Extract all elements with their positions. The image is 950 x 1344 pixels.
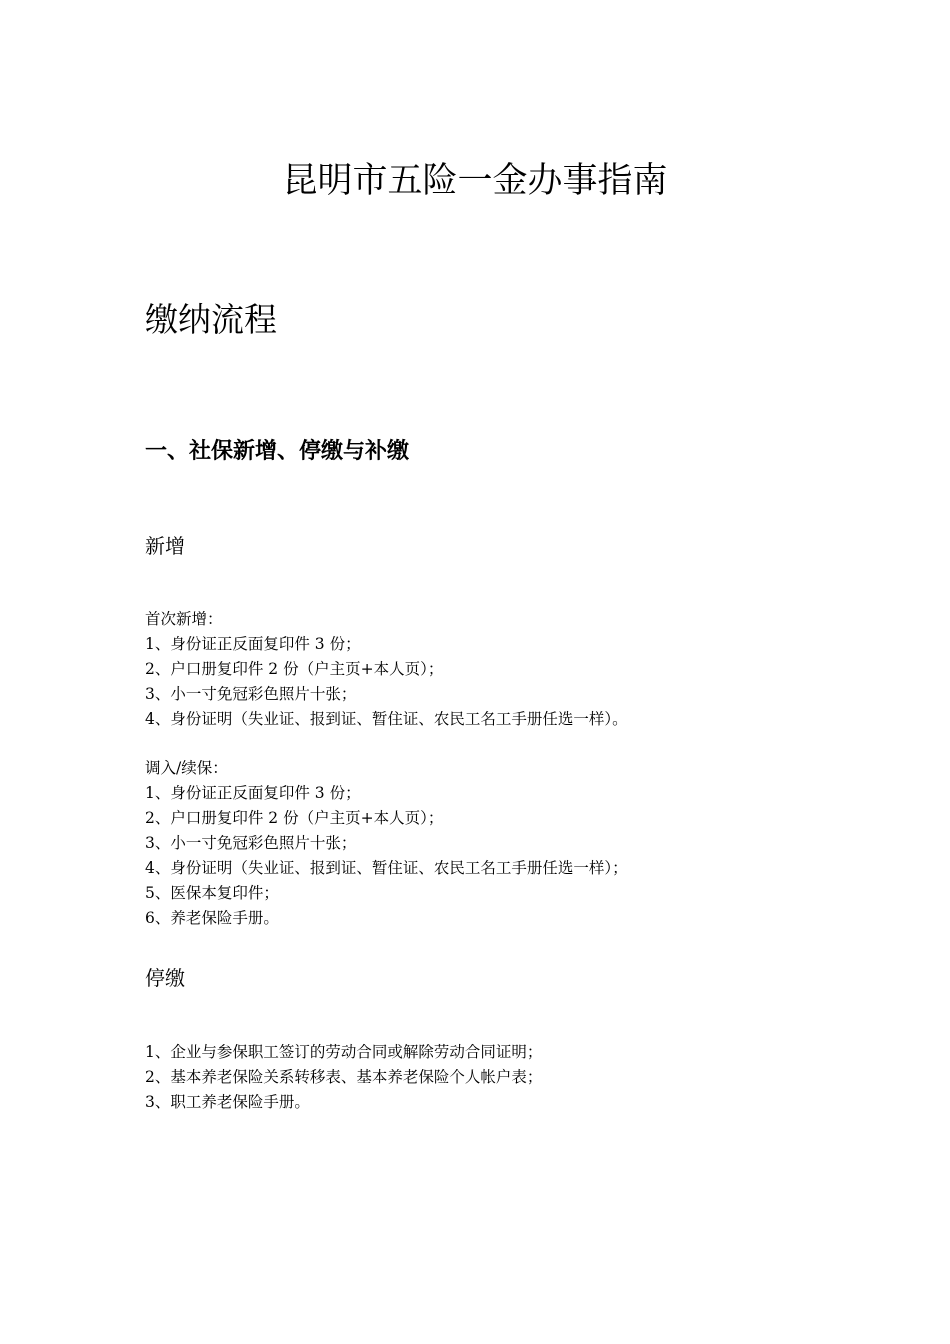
list-item: 1、企业与参保职工签订的劳动合同或解除劳动合同证明； (145, 1043, 543, 1061)
list-item: 2、户口册复印件 2 份（户主页+本人页）； (145, 660, 444, 678)
list-item: 4、身份证明（失业证、报到证、暂住证、农民工名工手册任选一样）； (145, 859, 628, 877)
document-title: 昆明市五险一金办事指南 (282, 161, 668, 201)
transfer-in-label: 调入/续保： (145, 759, 228, 777)
list-item: 6、养老保险手册。 (145, 909, 279, 927)
first-time-label: 首次新增： (145, 610, 223, 628)
heading-new-enrollment: 新增 (145, 534, 185, 558)
suspension-list (145, 1040, 542, 1115)
list-item: 1、身份证正反面复印件 3 份； (145, 635, 361, 653)
heading-suspension: 停缴 (145, 966, 185, 990)
list-item: 2、户口册复印件 2 份（户主页+本人页）； (145, 809, 444, 827)
list-item: 3、职工养老保险手册。 (145, 1093, 310, 1111)
list-item: 2、基本养老保险关系转移表、基本养老保险个人帐户表； (145, 1068, 543, 1086)
first-time-enrollment-list (145, 607, 628, 732)
list-item: 3、小一寸免冠彩色照片十张； (145, 685, 357, 703)
list-item: 4、身份证明（失业证、报到证、暂住证、农民工名工手册任选一样）。 (145, 710, 628, 728)
subsection-heading-social-insurance: 一、社保新增、停缴与补缴 (145, 439, 410, 464)
list-item: 3、小一寸免冠彩色照片十张； (145, 834, 357, 852)
list-item: 1、身份证正反面复印件 3 份； (145, 784, 361, 802)
list-item: 5、医保本复印件； (145, 884, 279, 902)
section-heading-payment-process: 缴纳流程 (145, 300, 277, 339)
transfer-in-enrollment-list (145, 756, 628, 931)
